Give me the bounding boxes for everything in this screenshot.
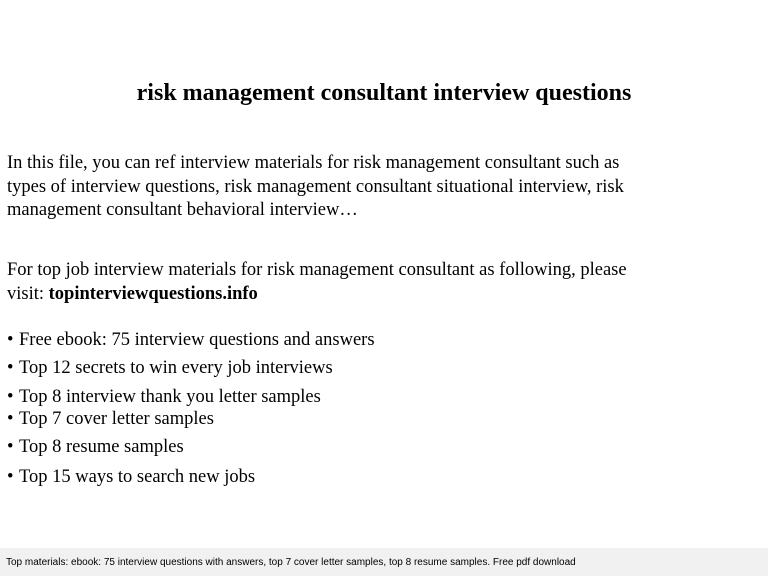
- bullet-text: Top 7 cover letter samples: [19, 409, 214, 429]
- bullet-item: [7, 465, 255, 489]
- website-link[interactable]: topinterviewquestions.info: [48, 284, 258, 304]
- bullet-dot: •: [7, 387, 14, 407]
- bullet-dot: •: [7, 358, 14, 378]
- intro-line: In this file, you can ref interview materials for risk management consultant such as: [7, 153, 620, 173]
- footer-bar: [0, 548, 768, 576]
- bullet-text: Top 8 interview thank you letter samples: [19, 387, 321, 407]
- bullet-item: [7, 385, 321, 409]
- bullet-dot: •: [7, 409, 14, 429]
- top-materials-line: For top job interview materials for risk management consultant as following, please: [7, 260, 627, 280]
- bullet-text: Free ebook: 75 interview questions and answers: [19, 330, 375, 350]
- bullet-text: Top 15 ways to search new jobs: [19, 467, 256, 487]
- bullet-dot: •: [7, 330, 14, 350]
- intro-line: management consultant behavioral interview…: [7, 200, 358, 220]
- bullet-dot: •: [7, 437, 14, 457]
- top-materials-paragraph: [7, 258, 759, 306]
- top-materials-visit-line: [7, 282, 759, 306]
- bullet-text: Top 8 resume samples: [19, 437, 184, 457]
- bullet-text: Top 12 secrets to win every job interviews: [19, 358, 333, 378]
- intro-line: types of interview questions, risk management consultant situational interview, risk: [7, 176, 624, 197]
- bullet-item: [7, 328, 375, 352]
- bullet-item: [7, 356, 333, 380]
- bullet-item: [7, 435, 184, 459]
- bullet-dot: •: [7, 467, 14, 487]
- bullet-item: [7, 407, 214, 431]
- intro-paragraph: [7, 152, 759, 223]
- slide-title: risk management consultant interview questions: [136, 80, 632, 106]
- footer-text: Top materials: ebook: 75 interview questions with answers, top 7 cover letter samples, top 8 resume samples. Free pdf download: [6, 557, 576, 568]
- visit-label: visit:: [7, 284, 49, 304]
